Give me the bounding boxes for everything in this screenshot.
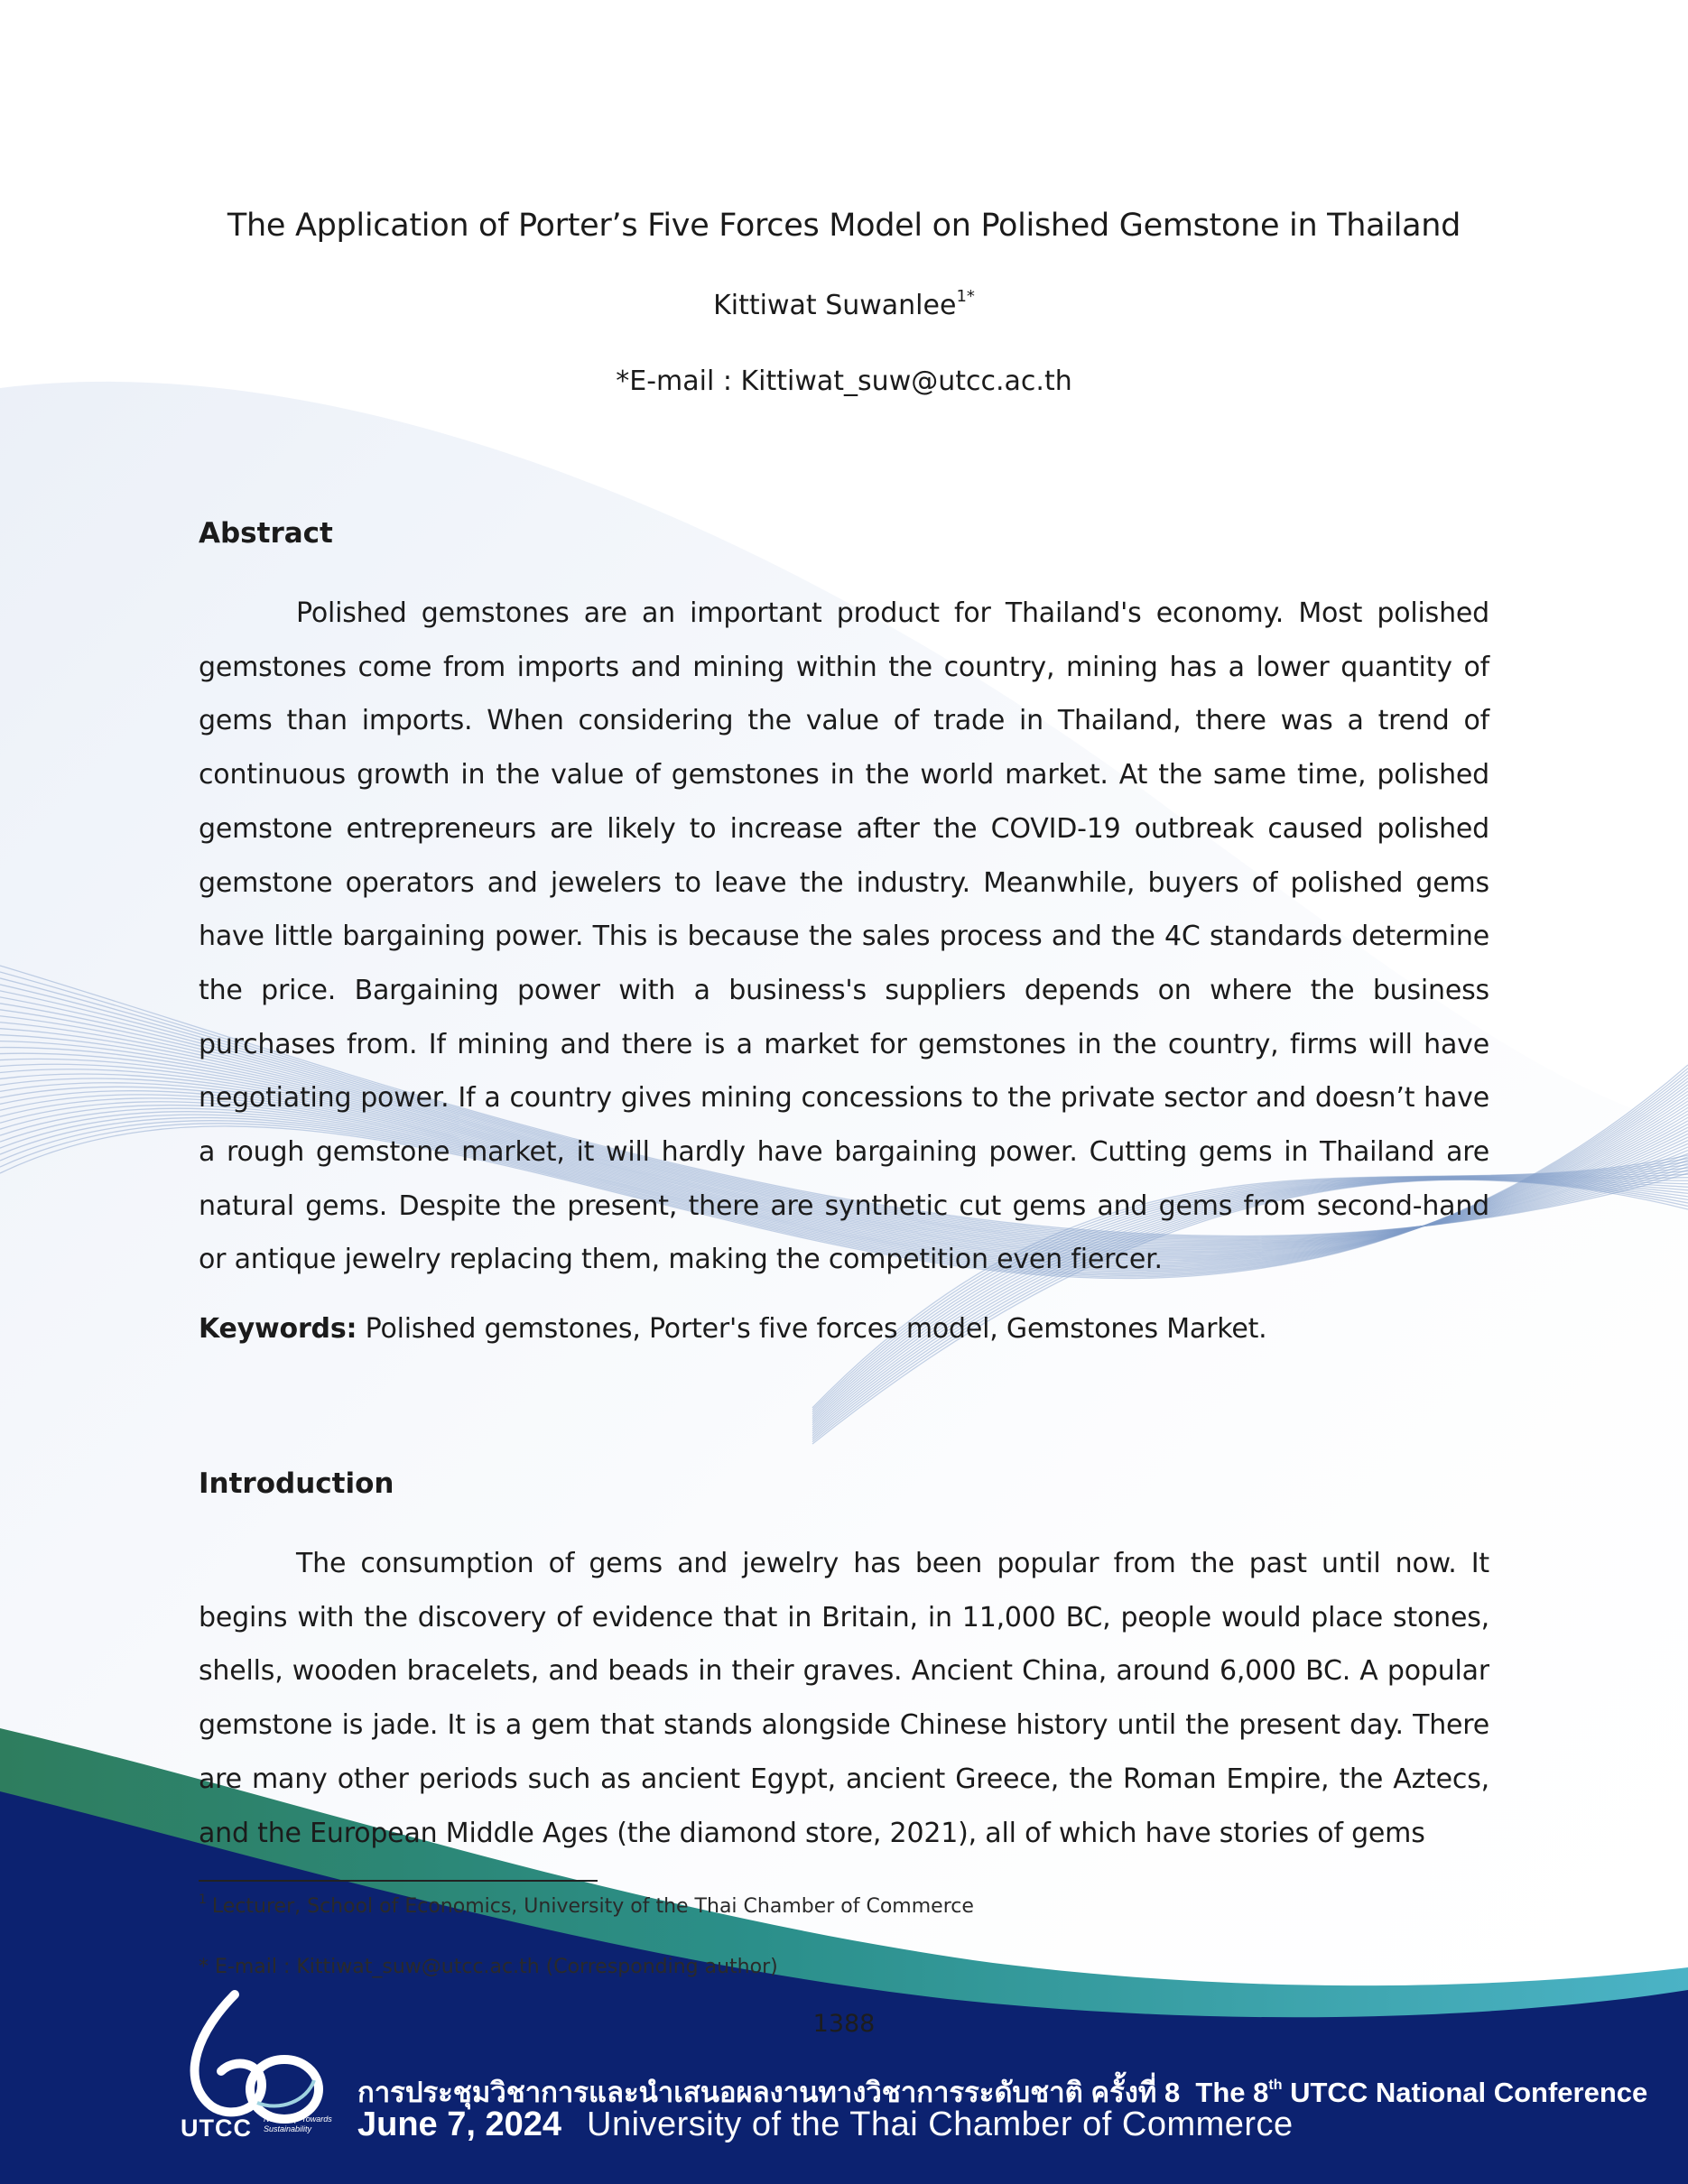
- conference-en-prefix: The 8: [1195, 2077, 1269, 2108]
- footnote-1-mark: 1: [199, 1892, 207, 1907]
- conference-thai: การประชุมวิชาการและนำเสนอผลงานทางวิชาการระดับชาติ ครั้งที่ 8: [357, 2077, 1181, 2108]
- footnote-rule: [199, 1880, 598, 1882]
- footnote-2: * E-mail : Kittiwat_suw@utcc.ac.th (Corresponding author): [199, 1956, 778, 1978]
- footnote-1-text: Lecturer, School of Economics, University of the Thai Chamber of Commerce: [211, 1895, 974, 1918]
- logo-tagline: Next Step Towards Sustainability: [264, 2115, 332, 2133]
- author-email: *E-mail : Kittiwat_suw@utcc.ac.th: [616, 366, 1072, 397]
- introduction-text: The consumption of gems and jewelry has been popular from the past until now. It begins with the discovery of evidence that in Britain, in 11,000 BC, people would place stones, shells, wooden bracelets, and beads in their graves. Ancient China, around 6,000 BC. A popular gemstone is jade. It is a gem that stands alongside Chinese history until the present day. There are many other periods such as ancient Egypt, ancient Greece, the Roman Empire, the Aztecs, and the European Middle Ages (the diamond store, 2021), all of which have stories of gems: [199, 1548, 1489, 1849]
- logo-text: UTCC: [181, 2115, 252, 2142]
- introduction-heading: Introduction: [199, 1467, 394, 1500]
- paper-title: The Application of Porter’s Five Forces Model on Polished Gemstone in Thailand: [227, 208, 1461, 244]
- abstract-text: Polished gemstones are an important product for Thailand's economy. Most polished gemstones come from imports and mining within the country, mining has a lower quantity of gems than imports. When considering the value of trade in Thailand, there was a trend of continuous growth in the value of gemstones in the world market. At the same time, polished gemstone entrepreneurs are likely to increase after the COVID-19 outbreak caused polished gemstone operators and jewelers to leave the industry. Meanwhile, buyers of polished gems have little bargaining power. This is because the sales process and the 4C standards determine the price. Bargaining power with a business's suppliers depends on where the business purchases from. If mining and there is a market for gemstones in the country, firms will have negotiating power. If a country gives mining concessions to the private sector and doesn’t have a rough gemstone market, it will hardly have bargaining power. Cutting gems in Thailand are natural gems. Despite the present, there are synthetic cut gems and gems from second-hand or antique jewelry replacing them, making the competition even fiercer.: [199, 597, 1489, 1276]
- abstract-heading: Abstract: [199, 517, 333, 550]
- keywords-text: Polished gemstones, Porter's five forces model, Gemstones Market.: [357, 1313, 1267, 1345]
- author-name-text: Kittiwat Suwanlee: [713, 290, 957, 321]
- footnote-1: [199, 1892, 974, 1918]
- conference-date: June 7, 2024: [357, 2105, 562, 2143]
- keywords-label: Keywords:: [199, 1313, 357, 1345]
- author-mark: 1*: [956, 287, 975, 306]
- keywords: [199, 1313, 1498, 1345]
- conference-en-suffix: UTCC National Conference: [1282, 2077, 1648, 2108]
- conference-university: University of the Thai Chamber of Commerce: [587, 2105, 1294, 2143]
- author-name: [0, 287, 1688, 321]
- page-number: 1388: [812, 2010, 876, 2038]
- conference-en-sup: th: [1268, 2078, 1283, 2093]
